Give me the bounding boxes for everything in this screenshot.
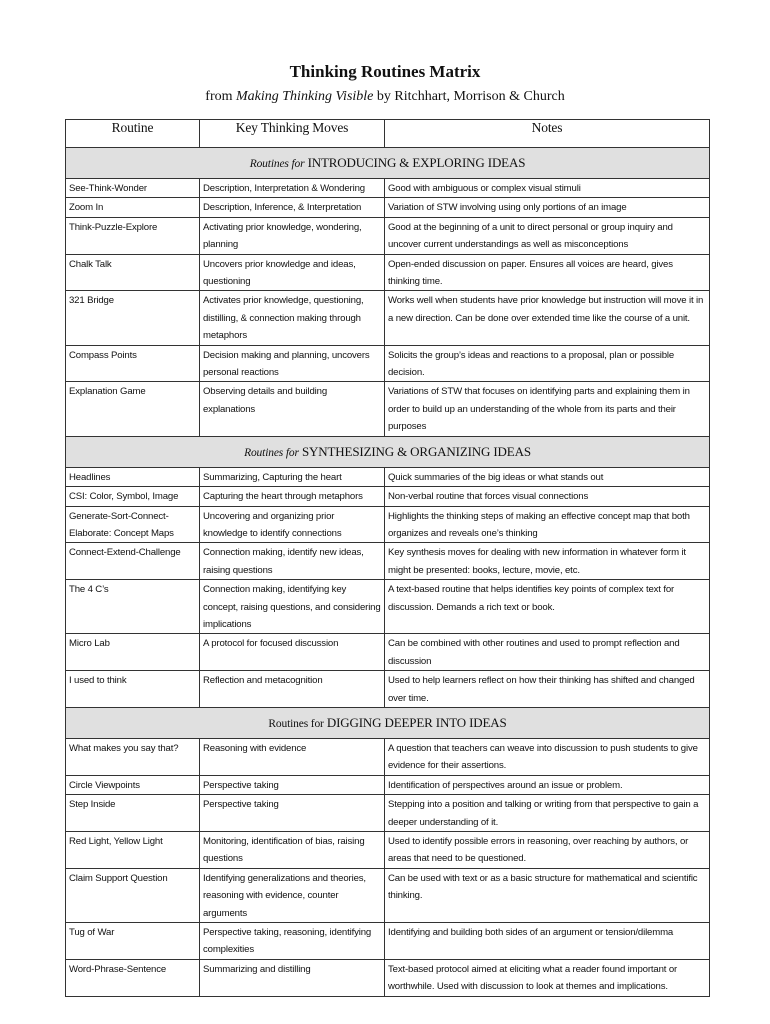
- routine-cell: Tug of War: [66, 923, 200, 960]
- section-header-row: [66, 148, 710, 179]
- thinking-moves-cell: Connection making, identifying key concept, raising questions, and considering implications: [200, 580, 385, 634]
- thinking-moves-cell: Connection making, identify new ideas, raising questions: [200, 543, 385, 580]
- notes-cell: Stepping into a position and talking or writing from that perspective to gain a deeper understanding of it.: [385, 795, 710, 832]
- thinking-moves-cell: Summarizing, Capturing the heart: [200, 467, 385, 486]
- page-subtitle: [0, 89, 770, 105]
- notes-cell: Variation of STW involving using only portions of an image: [385, 198, 710, 217]
- table-row: [66, 738, 710, 775]
- section-title: INTRODUCING & EXPLORING IDEAS: [307, 155, 526, 170]
- table-row: [66, 671, 710, 708]
- notes-cell: Highlights the thinking steps of making an effective concept map that both organizes and reveals one’s thinking: [385, 506, 710, 543]
- notes-cell: Non-verbal routine that forces visual connections: [385, 487, 710, 506]
- routines-matrix-table: [65, 119, 710, 997]
- thinking-moves-cell: Activates prior knowledge, questioning, distilling, & connection making through metaphors: [200, 291, 385, 345]
- thinking-moves-cell: Reasoning with evidence: [200, 738, 385, 775]
- notes-cell: Identification of perspectives around an issue or problem.: [385, 775, 710, 794]
- page-title: Thinking Routines Matrix: [289, 62, 481, 81]
- table-row: [66, 217, 710, 254]
- section-title: SYNTHESIZING & ORGANIZING IDEAS: [301, 443, 531, 459]
- notes-cell: Good with ambiguous or complex visual stimuli: [385, 179, 710, 198]
- notes-cell: A question that teachers can weave into discussion to push students to give evidence for their assertions.: [385, 738, 710, 775]
- table-row: [66, 775, 710, 794]
- column-header-routine: Routine: [66, 120, 200, 148]
- table-row: [66, 291, 710, 345]
- section-heading: [66, 707, 710, 738]
- routine-cell: Word-Phrase-Sentence: [66, 959, 200, 996]
- column-header-key-thinking-moves: Key Thinking Moves: [200, 120, 385, 148]
- notes-cell: Can be used with text or as a basic structure for mathematical and scientific thinking.: [385, 868, 710, 922]
- routine-cell: Claim Support Question: [66, 868, 200, 922]
- subtitle-suffix: by Ritchhart, Morrison & Church: [373, 89, 565, 104]
- routine-cell: What makes you say that?: [66, 738, 200, 775]
- routine-cell: Zoom In: [66, 198, 200, 217]
- thinking-moves-cell: Observing details and building explanations: [200, 382, 385, 436]
- notes-cell: Open-ended discussion on paper. Ensures all voices are heard, gives thinking time.: [385, 254, 710, 291]
- routine-cell: I used to think: [66, 671, 200, 708]
- routine-cell: 321 Bridge: [66, 291, 200, 345]
- routine-cell: CSI: Color, Symbol, Image: [66, 487, 200, 506]
- matrix-body: [66, 148, 710, 997]
- notes-cell: Solicits the group’s ideas and reactions to a proposal, plan or possible decision.: [385, 345, 710, 382]
- table-row: [66, 487, 710, 506]
- thinking-moves-cell: Identifying generalizations and theories, reasoning with evidence, counter arguments: [200, 868, 385, 922]
- table-row: [66, 795, 710, 832]
- thinking-moves-cell: Perspective taking, reasoning, identifying complexities: [200, 923, 385, 960]
- routine-cell: Generate-Sort-Connect-Elaborate: Concept Maps: [66, 506, 200, 543]
- section-header-row: [66, 436, 710, 467]
- thinking-moves-cell: Reflection and metacognition: [200, 671, 385, 708]
- thinking-moves-cell: Perspective taking: [200, 775, 385, 794]
- notes-cell: Works well when students have prior knowledge but instruction will move it in a new direction. Can be done over extended time like the course of a unit.: [385, 291, 710, 345]
- table-row: [66, 198, 710, 217]
- notes-cell: Can be combined with other routines and used to prompt reflection and discussion: [385, 634, 710, 671]
- notes-cell: Text-based protocol aimed at eliciting what a reader found important or worthwhile. Used with discussion to look at themes and implications.: [385, 959, 710, 996]
- table-row: [66, 634, 710, 671]
- thinking-moves-cell: Description, Interpretation & Wondering: [200, 179, 385, 198]
- thinking-moves-cell: A protocol for focused discussion: [200, 634, 385, 671]
- notes-cell: Used to help learners reflect on how their thinking has shifted and changed over time.: [385, 671, 710, 708]
- routine-cell: Think-Puzzle-Explore: [66, 217, 200, 254]
- thinking-moves-cell: Description, Inference, & Interpretation: [200, 198, 385, 217]
- header-row: [66, 120, 710, 148]
- table-row: [66, 467, 710, 486]
- table-row: [66, 382, 710, 436]
- subtitle-prefix: from: [205, 89, 236, 104]
- column-header-notes: Notes: [385, 120, 710, 148]
- section-title: DIGGING DEEPER INTO IDEAS: [326, 714, 507, 730]
- table-row: [66, 832, 710, 869]
- routine-cell: Headlines: [66, 467, 200, 486]
- subtitle-book-title: Making Thinking Visible: [236, 89, 374, 104]
- table-row: [66, 179, 710, 198]
- notes-cell: A text-based routine that helps identifies key points of complex text for discussion. Demands a rich text or book.: [385, 580, 710, 634]
- notes-cell: Quick summaries of the big ideas or what stands out: [385, 467, 710, 486]
- table-row: [66, 506, 710, 543]
- thinking-moves-cell: Uncovers prior knowledge and ideas, questioning: [200, 254, 385, 291]
- notes-cell: Key synthesis moves for dealing with new information in whatever form it might be presented: books, lecture, movie, etc.: [385, 543, 710, 580]
- notes-cell: Used to identify possible errors in reasoning, over reaching by authors, or areas that need to be questioned.: [385, 832, 710, 869]
- table-row: [66, 345, 710, 382]
- routine-cell: Circle Viewpoints: [66, 775, 200, 794]
- table-row: [66, 868, 710, 922]
- table-row: [66, 923, 710, 960]
- table-row: [66, 959, 710, 996]
- notes-cell: Good at the beginning of a unit to direct personal or group inquiry and uncover current understandings as well as misconceptions: [385, 217, 710, 254]
- section-heading: [66, 436, 710, 467]
- notes-cell: Identifying and building both sides of an argument or tension/dilemma: [385, 923, 710, 960]
- thinking-moves-cell: Decision making and planning, uncovers personal reactions: [200, 345, 385, 382]
- notes-cell: Variations of STW that focuses on identifying parts and explaining them in order to build up an understanding of the whole from its parts and their purposes: [385, 382, 710, 436]
- section-header-row: [66, 707, 710, 738]
- routine-cell: The 4 C’s: [66, 580, 200, 634]
- section-heading: [66, 148, 710, 179]
- routine-cell: See-Think-Wonder: [66, 179, 200, 198]
- routine-cell: Red Light, Yellow Light: [66, 832, 200, 869]
- routine-cell: Connect-Extend-Challenge: [66, 543, 200, 580]
- table-row: [66, 543, 710, 580]
- section-prefix: Routines for: [244, 446, 299, 459]
- routine-cell: Micro Lab: [66, 634, 200, 671]
- thinking-moves-cell: Capturing the heart through metaphors: [200, 487, 385, 506]
- thinking-moves-cell: Perspective taking: [200, 795, 385, 832]
- thinking-moves-cell: Uncovering and organizing prior knowledge to identify connections: [200, 506, 385, 543]
- routine-cell: Step Inside: [66, 795, 200, 832]
- thinking-moves-cell: Activating prior knowledge, wondering, planning: [200, 217, 385, 254]
- routine-cell: Compass Points: [66, 345, 200, 382]
- routine-cell: Chalk Talk: [66, 254, 200, 291]
- thinking-moves-cell: Summarizing and distilling: [200, 959, 385, 996]
- thinking-moves-cell: Monitoring, identification of bias, raising questions: [200, 832, 385, 869]
- table-row: [66, 254, 710, 291]
- section-prefix: Routines for: [268, 717, 324, 730]
- routine-cell: Explanation Game: [66, 382, 200, 436]
- table-row: [66, 580, 710, 634]
- section-prefix: Routines for: [249, 158, 305, 170]
